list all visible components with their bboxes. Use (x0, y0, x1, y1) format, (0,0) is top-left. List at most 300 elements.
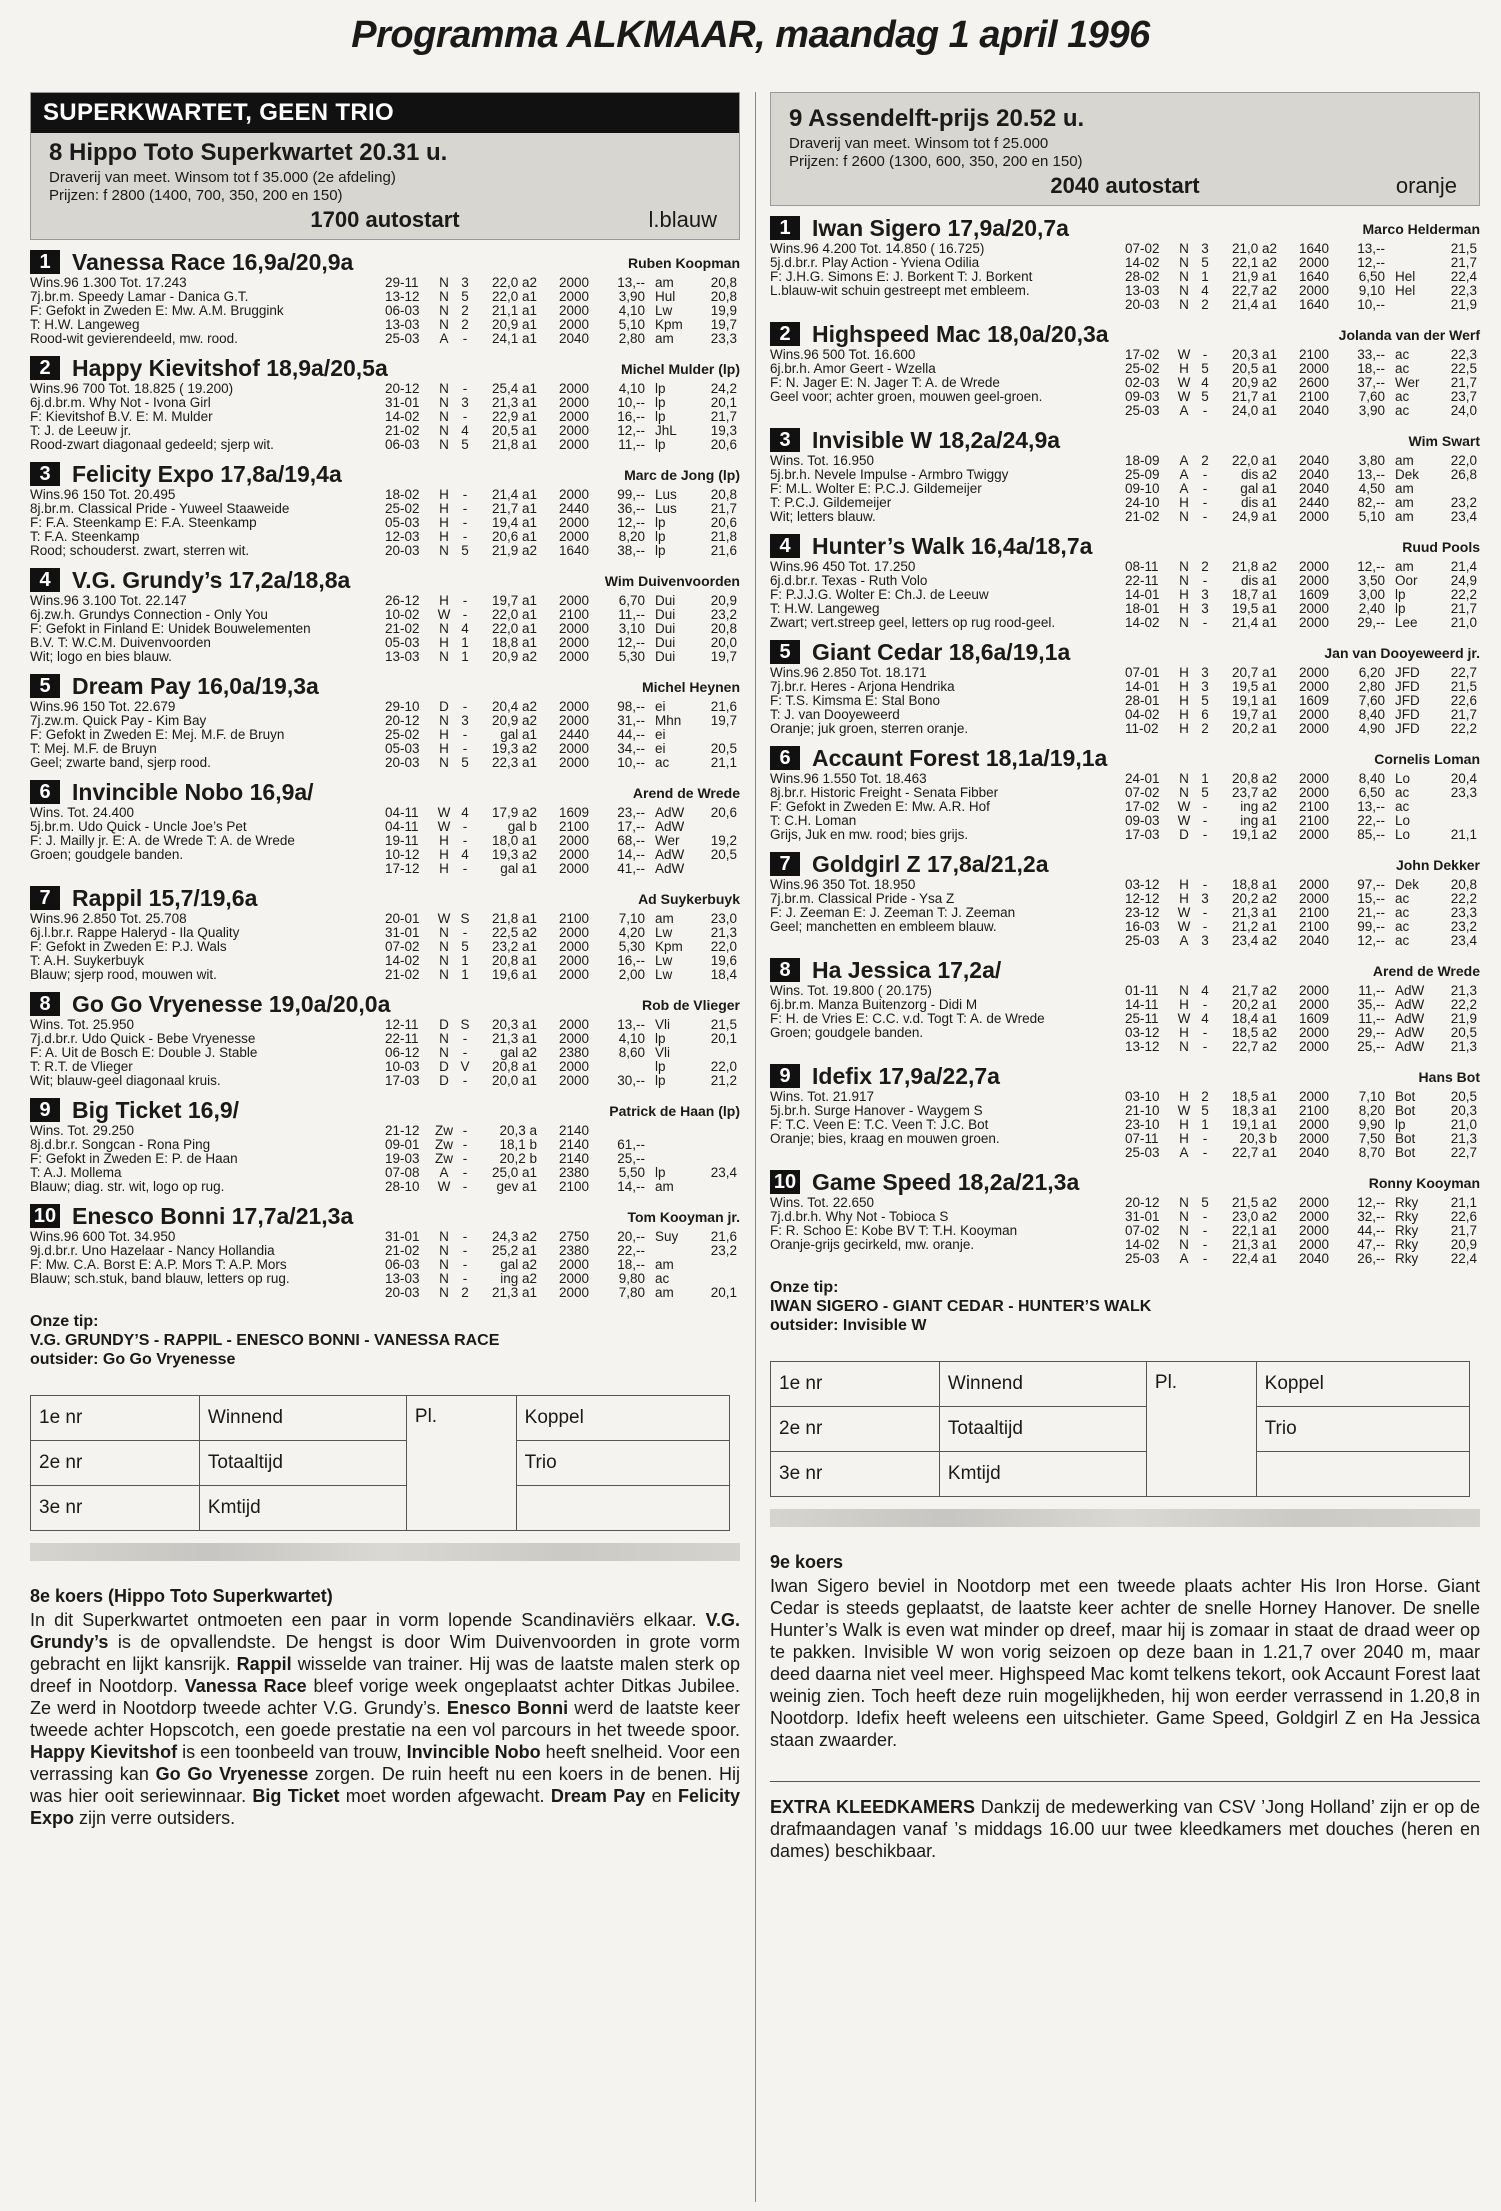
perf-time: dis a1 (1240, 573, 1277, 588)
perf-track: N (439, 1243, 449, 1258)
performance-row (385, 410, 740, 424)
perf-driver: lp (655, 381, 666, 396)
perf-time: 22,0 a1 (1231, 453, 1277, 468)
perf-odds: 82,-- (1357, 495, 1385, 510)
perf-odds: 85,-- (1357, 827, 1385, 842)
perf-date: 18-02 (385, 487, 420, 502)
horse-performances (1125, 560, 1480, 630)
perf-odds: 99,-- (1357, 919, 1385, 934)
perf-kmtime: 23,2 (1450, 495, 1477, 510)
perf-time: 19,3 a2 (491, 741, 537, 756)
perf-kmtime: 21,4 (1450, 559, 1477, 574)
horse-name (770, 1170, 1079, 1194)
horse-entry (770, 534, 1480, 630)
perf-track: N (1179, 509, 1189, 524)
perf-date: 28-02 (1125, 269, 1160, 284)
perf-time: ing a1 (1240, 813, 1277, 828)
form-cell: Trio (1256, 1407, 1469, 1452)
perf-driver (645, 1244, 701, 1258)
horse-info-line: Wins.96 150 Tot. 20.495 (30, 488, 176, 502)
perf-time: 21,7 a1 (491, 501, 537, 516)
performance-row (1125, 998, 1480, 1012)
perf-kmtime: 20,8 (710, 275, 737, 290)
horse-info-line: T: R.T. de Vlieger (30, 1060, 133, 1074)
perf-odds: 2,00 (618, 967, 645, 982)
perf-time: 19,1 a1 (1231, 1117, 1277, 1132)
horse-body (30, 276, 740, 346)
horse-driver: Patrick de Haan (lp) (609, 1103, 740, 1119)
horse-name-text: Hunter’s Walk 16,4a/18,7a (812, 533, 1093, 559)
horse-name-text: Ha Jessica 17,2a/ (812, 957, 1002, 983)
performance-row (385, 756, 740, 770)
perf-odds: 5,50 (618, 1165, 645, 1180)
perf-driver: ac (1395, 361, 1410, 376)
perf-place: - (462, 409, 468, 424)
horse-driver: John Dekker (1395, 857, 1480, 873)
performance-row (1125, 298, 1480, 312)
perf-place: - (1202, 1209, 1208, 1224)
perf-time: 21,4 a1 (1231, 615, 1277, 630)
horse-info-line: T: A.H. Suykerbuyk (30, 954, 145, 968)
perf-kmtime (1441, 800, 1477, 814)
performance-row (385, 848, 740, 862)
horse-header (770, 428, 1480, 454)
horse-entry (770, 640, 1480, 736)
perf-distance: 2000 (1298, 255, 1329, 270)
perf-track: A (1179, 467, 1189, 482)
perf-odds: 34,-- (617, 741, 645, 756)
perf-track: N (439, 1045, 449, 1060)
perf-driver: lp (1395, 587, 1406, 602)
perf-track: N (1179, 283, 1189, 298)
perf-distance: 2100 (1298, 389, 1329, 404)
perf-track: H (1179, 891, 1189, 906)
perf-date: 25-02 (1125, 361, 1160, 376)
perf-track: W (437, 911, 451, 926)
perf-kmtime: 23,3 (710, 331, 737, 346)
perf-distance: 2000 (1298, 1195, 1329, 1210)
perf-date: 25-02 (385, 727, 420, 742)
horse-body (770, 666, 1480, 736)
perf-odds: 8,20 (1358, 1103, 1385, 1118)
perf-driver: ac (1395, 389, 1410, 404)
horse-header (30, 1098, 740, 1124)
perf-track: W (437, 819, 451, 834)
perf-distance: 2000 (1298, 361, 1329, 376)
perf-date: 13-03 (385, 1271, 420, 1286)
race-8-conditions-1: Draverij van meet. Winsom tot f 35.000 (2e afdeling) (49, 169, 396, 186)
horse-info-line: F: J. Zeeman E: J. Zeeman T: J. Zeeman (770, 906, 1016, 920)
horse-info-line: 7j.br.r. Heres - Arjona Hendrika (770, 680, 955, 694)
perf-driver: Rky (1395, 1237, 1419, 1252)
perf-date: 06-03 (385, 1257, 420, 1272)
horse-info-line: Wit; blauw-geel diagonaal kruis. (30, 1074, 221, 1088)
horse-entry (770, 216, 1480, 312)
horse-info-line: Wins.96 2.850 Tot. 25.708 (30, 912, 187, 926)
perf-distance: 2100 (1298, 919, 1329, 934)
perf-kmtime (701, 1046, 737, 1060)
perf-place: 1 (1201, 1117, 1209, 1132)
perf-track: N (1179, 1039, 1189, 1054)
performance-row (1125, 454, 1480, 468)
perf-time: 18,3 a1 (1231, 1103, 1277, 1118)
perf-track: A (439, 331, 449, 346)
perf-odds: 18,-- (1357, 361, 1385, 376)
horse-info-line: Wins. Tot. 21.917 (770, 1090, 875, 1104)
perf-kmtime: 21,9 (1450, 1011, 1477, 1026)
perf-odds: 10,-- (617, 395, 645, 410)
perf-driver: Dek (1395, 467, 1420, 482)
horse-info (30, 1230, 385, 1300)
perf-kmtime: 23,0 (710, 911, 737, 926)
perf-driver: Bot (1395, 1089, 1416, 1104)
perf-place: - (462, 819, 468, 834)
perf-date: 25-11 (1125, 1011, 1159, 1026)
perf-kmtime: 20,9 (1450, 1237, 1477, 1252)
perf-distance: 1640 (558, 543, 589, 558)
horse-performances (385, 1018, 740, 1088)
perf-place: - (462, 1045, 468, 1060)
perf-place: 2 (1201, 559, 1209, 574)
perf-place: 3 (461, 395, 469, 410)
perf-odds: 4,10 (618, 1031, 645, 1046)
perf-distance: 2040 (558, 331, 589, 346)
perf-kmtime: 22,6 (1450, 693, 1477, 708)
horse-info-line: 6j.l.br.r. Rappe Haleryd - Ila Quality (30, 926, 240, 940)
horse-header (30, 250, 740, 276)
form-cell: 1e nr (31, 1396, 200, 1441)
horse-header (770, 640, 1480, 666)
horse-body (30, 912, 740, 982)
perf-distance: 2000 (1298, 877, 1329, 892)
perf-time: 22,1 a1 (1231, 1223, 1277, 1238)
perf-track: H (1179, 679, 1189, 694)
perf-odds: 37,-- (1357, 375, 1385, 390)
race-8-title: 8 Hippo Toto Superkwartet 20.31 u. (49, 139, 448, 166)
perf-kmtime: 21,0 (1450, 615, 1477, 630)
horse-name-text: Rappil 15,7/19,6a (72, 885, 258, 911)
horse-header (30, 462, 740, 488)
perf-time: 21,8 a1 (491, 437, 537, 452)
perf-kmtime: 22,0 (1450, 453, 1477, 468)
race-9-horse-list (770, 216, 1480, 1266)
perf-odds: 35,-- (1357, 997, 1385, 1012)
perf-distance: 2000 (1298, 573, 1329, 588)
perf-driver: Wer (655, 833, 680, 848)
perf-distance: 2000 (558, 409, 589, 424)
perf-odds: 16,-- (617, 953, 645, 968)
perf-date: 05-03 (385, 515, 420, 530)
perf-place: 3 (461, 713, 469, 728)
perf-date: 31-01 (385, 1229, 420, 1244)
perf-place: - (462, 861, 468, 876)
perf-time: 21,7 a2 (1231, 983, 1277, 998)
perf-odds: 38,-- (617, 543, 645, 558)
perf-time: 21,9 a2 (491, 543, 537, 558)
perf-driver: Oor (1395, 573, 1418, 588)
horse-info-line: 7j.br.m. Classical Pride - Ysa Z (770, 892, 955, 906)
perf-place: - (1202, 813, 1208, 828)
perf-track: N (1179, 1223, 1189, 1238)
horse-driver: Michel Mulder (lp) (621, 361, 740, 377)
race-8-horse-list (30, 250, 740, 1300)
perf-distance: 2040 (1298, 467, 1329, 482)
perf-track: N (1179, 771, 1189, 786)
horse-driver: Tom Kooyman jr. (627, 1209, 740, 1225)
performance-row (385, 304, 740, 318)
perf-odds: 3,10 (618, 621, 645, 636)
perf-kmtime: 22,3 (1450, 283, 1477, 298)
perf-place: 5 (1201, 785, 1209, 800)
perf-kmtime: 21,9 (1450, 297, 1477, 312)
perf-distance: 2000 (558, 741, 589, 756)
horse-info-line: 8j.br.r. Historic Freight - Senata Fibber (770, 786, 999, 800)
perf-place: - (1202, 1131, 1208, 1146)
perf-kmtime: 19,6 (710, 953, 737, 968)
perf-time: 21,8 a2 (1231, 559, 1277, 574)
perf-date: 23-12 (1125, 905, 1160, 920)
perf-place: 1 (1201, 771, 1209, 786)
perf-distance: 2000 (558, 635, 589, 650)
perf-driver: Wer (1395, 375, 1420, 390)
horse-name-text: Enesco Bonni 17,7a/21,3a (72, 1203, 354, 1229)
perf-date: 28-01 (1125, 693, 1160, 708)
horse-performances (385, 1124, 740, 1194)
perf-kmtime: 21,3 (710, 925, 737, 940)
perf-odds: 8,70 (1358, 1145, 1385, 1160)
perf-distance: 2000 (1298, 509, 1329, 524)
perf-kmtime: 21,0 (1450, 1117, 1477, 1132)
horse-info-line: Geel voor; achter groen, mouwen geel-groen. (770, 390, 1043, 404)
performance-row (385, 530, 740, 544)
horse-number: 6 (30, 780, 60, 804)
perf-place: 3 (1201, 933, 1209, 948)
perf-odds: 8,60 (618, 1045, 645, 1060)
horse-name (30, 1098, 239, 1122)
perf-kmtime: 20,4 (1450, 771, 1477, 786)
perf-odds: 33,-- (1357, 347, 1385, 362)
perf-driver: ac (1395, 891, 1410, 906)
perf-time: 22,0 a1 (491, 621, 537, 636)
perf-driver: am (1395, 559, 1414, 574)
horse-performances (385, 1230, 740, 1300)
perf-kmtime: 19,7 (710, 649, 737, 664)
perf-date: 26-12 (385, 593, 420, 608)
horse-info-line: B.V. T: W.C.M. Duivenvoorden (30, 636, 211, 650)
horse-info-line: 6j.zw.h. Grundys Connection - Only You (30, 608, 268, 622)
perf-distance: 2000 (1298, 721, 1329, 736)
performance-row (385, 862, 740, 876)
perf-driver: Hel (1395, 269, 1416, 284)
perf-time: 22,5 a2 (491, 925, 537, 940)
perf-time: 20,3 a (499, 1123, 537, 1138)
perf-date: 25-03 (385, 331, 420, 346)
perf-place: - (462, 1257, 468, 1272)
horse-number: 3 (30, 462, 60, 486)
perf-track: N (1179, 573, 1189, 588)
perf-date: 21-02 (385, 967, 420, 982)
article-body: In dit Superkwartet ontmoeten een paar in vorm lopende Scandinaviërs elkaar. V.G. Grundy’s is de opvallendste. De hengst is door Wim Duivenvoorden in grote vorm gebracht en lijkt kansrijk. Rappil wisselde van trainer. Hij was de laatste malen sterk op dreef in Nootdorp. Vanessa Race bleef vorige week ongeplaatst achter Ditkas Jubilee. Ze werd in Nootdorp tweede achter V.G. Grundy’s. Enesco Bonni werd de laatste keer tweede achter Hopscotch, een goede prestatie na een vol parcours in het tweede spoor. Happy Kievitshof is een toonbeeld van trouw, Invincible Nobo heeft snelheid. Voor een verrassing kan Go Go Vryenesse zorgen. De ruin heeft nu een koers in de benen. Hij was hier ooit seriewinnaar. Big Ticket moet worden afgewacht. Dream Pay en Felicity Expo zijn verre outsiders. (30, 1610, 741, 1828)
performance-row (1125, 496, 1480, 510)
horse-performances (1125, 1196, 1480, 1266)
perf-place: - (462, 593, 468, 608)
perf-time: 20,9 a2 (491, 649, 537, 664)
perf-distance: 2000 (558, 713, 589, 728)
perf-driver: Lw (655, 953, 673, 968)
perf-kmtime: 23,4 (1450, 509, 1477, 524)
perf-distance: 2000 (1298, 785, 1329, 800)
perf-driver: Dui (655, 593, 676, 608)
perf-time: 23,7 a2 (1231, 785, 1277, 800)
perf-date: 03-10 (1125, 1089, 1160, 1104)
perf-date: 13-12 (1125, 1039, 1160, 1054)
perf-place: 4 (461, 805, 469, 820)
perf-driver: JFD (1395, 721, 1420, 736)
perf-time: 20,9 a2 (491, 713, 537, 728)
perf-time: ing a2 (500, 1271, 537, 1286)
perf-date: 07-01 (1125, 665, 1160, 680)
horse-name (30, 568, 350, 592)
perf-place: S (460, 911, 470, 926)
horse-header (30, 568, 740, 594)
perf-track: N (439, 1031, 449, 1046)
performance-row (1125, 1104, 1480, 1118)
performance-row (1125, 828, 1480, 842)
perf-track: N (439, 1257, 449, 1272)
perf-place: 5 (461, 437, 469, 452)
perf-odds: 3,90 (618, 289, 645, 304)
perf-track: D (1179, 827, 1189, 842)
perf-time: 19,7 a1 (1231, 707, 1277, 722)
perf-track: W (1177, 375, 1191, 390)
perf-driver: ac (1395, 799, 1410, 814)
performance-row (1125, 256, 1480, 270)
perf-date: 25-09 (1125, 467, 1160, 482)
performance-row (385, 516, 740, 530)
perf-odds: 6,20 (1358, 665, 1385, 680)
perf-place: - (462, 1137, 468, 1152)
perf-place: 5 (1201, 693, 1209, 708)
perf-place: 5 (461, 543, 469, 558)
perf-place: - (462, 727, 468, 742)
horse-info-line: F: R. Schoo E: Kobe BV T: T.H. Kooyman (770, 1224, 1018, 1238)
performance-row (1125, 1026, 1480, 1040)
perf-track: H (439, 501, 449, 516)
perf-track: N (1179, 269, 1189, 284)
perf-place: 5 (1201, 1195, 1209, 1210)
horse-performances (385, 488, 740, 558)
horse-name-text: Goldgirl Z 17,8a/21,2a (812, 851, 1049, 877)
horse-body (770, 560, 1480, 630)
performance-row (385, 912, 740, 926)
perf-distance: 2040 (1298, 453, 1329, 468)
perf-distance: 2380 (558, 1243, 589, 1258)
performance-row (1125, 934, 1480, 948)
perf-track: N (439, 423, 449, 438)
perf-kmtime: 21,5 (1450, 679, 1477, 694)
perf-place: - (1202, 1251, 1208, 1266)
perf-time: 19,6 a1 (491, 967, 537, 982)
perf-kmtime: 21,5 (710, 1017, 737, 1032)
perf-track: H (1179, 707, 1189, 722)
perf-place: 5 (1201, 1103, 1209, 1118)
horse-info-line: 7j.d.br.r. Udo Quick - Bebe Vryenesse (30, 1032, 256, 1046)
perf-time: 18,1 b (499, 1137, 537, 1152)
perf-driver: Mhn (655, 713, 682, 728)
perf-odds: 47,-- (1357, 1237, 1385, 1252)
horse-performances (1125, 242, 1480, 312)
perf-odds: 61,-- (617, 1137, 645, 1152)
perf-place: - (462, 699, 468, 714)
form-cell: 2e nr (31, 1441, 200, 1486)
perf-driver: ac (1395, 933, 1410, 948)
perf-driver: AdW (1395, 983, 1425, 998)
perf-place: 2 (1201, 1089, 1209, 1104)
horse-info-line: Wins. Tot. 16.950 (770, 454, 875, 468)
perf-distance: 1640 (1298, 269, 1329, 284)
perf-driver: Lo (1395, 771, 1411, 786)
horse-number: 9 (770, 1064, 800, 1088)
perf-track: D (439, 1073, 449, 1088)
perf-kmtime: 21,1 (1450, 1195, 1477, 1210)
perf-track: W (1177, 905, 1191, 920)
race-8-betting-form (30, 1395, 730, 1531)
perf-driver: Lw (655, 925, 673, 940)
horse-number: 10 (770, 1170, 800, 1194)
perf-kmtime: 20,1 (710, 1285, 737, 1300)
perf-odds: 17,-- (617, 819, 645, 834)
perf-place: 5 (461, 755, 469, 770)
perf-distance: 2000 (1298, 601, 1329, 616)
perf-time: 19,5 a1 (1231, 601, 1277, 616)
perf-driver: ac (655, 755, 670, 770)
perf-odds: 12,-- (1357, 559, 1385, 574)
horse-info-line: Geel; zwarte band, sjerp rood. (30, 756, 211, 770)
perf-driver: Dui (655, 649, 676, 664)
horse-performances (1125, 984, 1480, 1054)
blurred-strip (30, 1543, 740, 1561)
perf-distance: 2000 (1298, 827, 1329, 842)
perf-time: 22,1 a2 (1231, 255, 1277, 270)
perf-date: 05-03 (385, 635, 420, 650)
perf-kmtime: 22,7 (1450, 1145, 1477, 1160)
perf-date: 14-02 (1125, 1237, 1160, 1252)
perf-track: N (439, 543, 449, 558)
perf-time: 24,3 a2 (491, 1229, 537, 1244)
horse-driver: Rob de Vlieger (641, 997, 740, 1013)
horse-name-text: Happy Kievitshof 18,9a/20,5a (72, 355, 388, 381)
perf-driver: AdW (655, 861, 685, 876)
perf-kmtime (701, 820, 737, 834)
horse-info-line: Blauw; sjerp rood, mouwen wit. (30, 968, 217, 982)
perf-place: 5 (461, 289, 469, 304)
horse-name-text: V.G. Grundy’s 17,2a/18,8a (72, 567, 351, 593)
performance-row (385, 1074, 740, 1088)
perf-odds: 4,20 (618, 925, 645, 940)
performance-row (385, 396, 740, 410)
perf-kmtime: 20,5 (710, 847, 737, 862)
horse-body (770, 878, 1480, 948)
perf-track: A (1179, 1251, 1189, 1266)
perf-odds: 7,10 (618, 911, 645, 926)
perf-time: 22,7 a2 (1231, 1039, 1277, 1054)
horse-info-line: L.blauw-wit schuin gestreept met embleem. (770, 284, 1030, 298)
perf-time: 17,9 a2 (491, 805, 537, 820)
perf-driver: JhL (655, 423, 677, 438)
perf-driver (645, 1138, 701, 1152)
perf-place: - (1202, 1039, 1208, 1054)
perf-time: 19,7 a1 (491, 593, 537, 608)
